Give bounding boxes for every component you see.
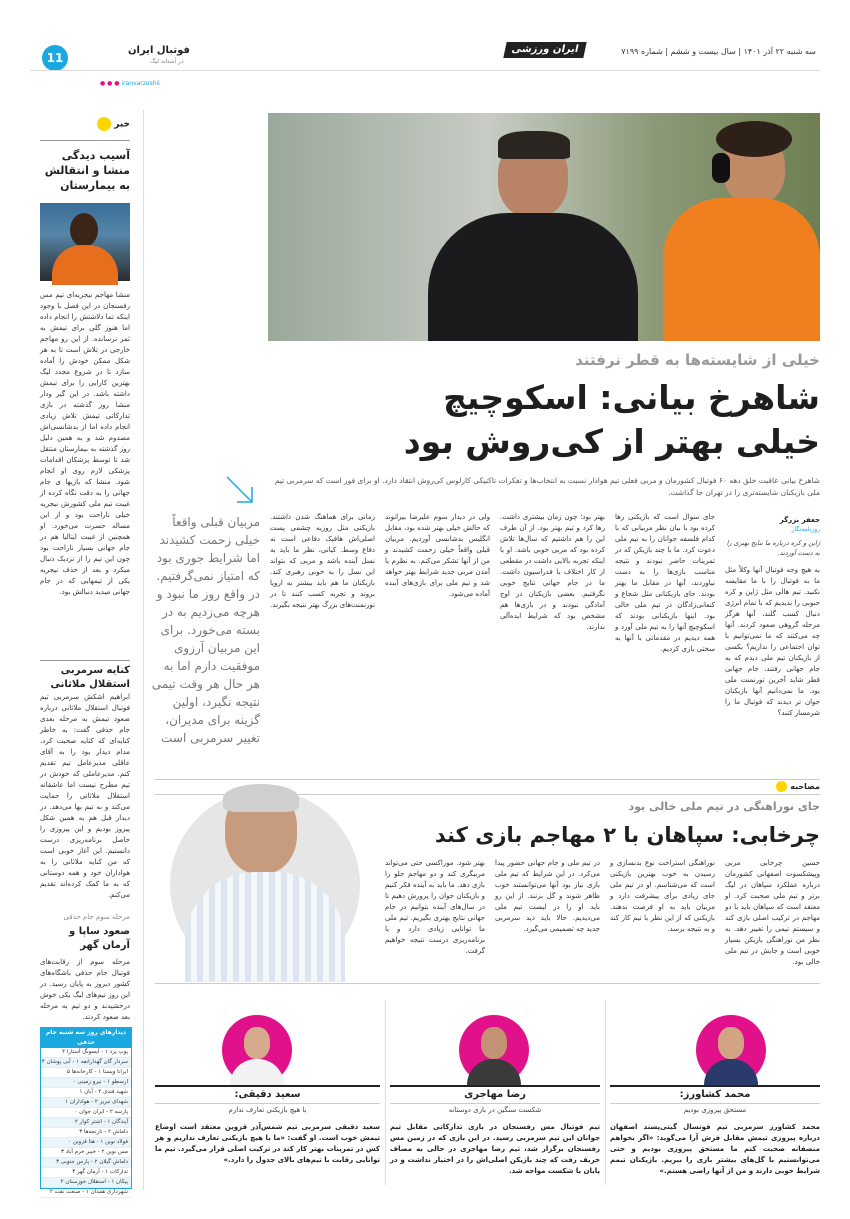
- interview-column-2: نوراهنگی استراحت نوع بدنسازی و رسیدن به خوب بهترین بازیکنی است که می‌شناسم. او در تیم ملی جای زیادی برای پیشرفت دارد و مربیان باید به او فرصت بدهند. بازیکنی که از این نظر با تیم کار کند و به نتیجه برسد.: [610, 859, 715, 933]
- results-title: دیدارهای روز سه شنبه جام حذفی: [41, 1028, 131, 1048]
- opinion-2-subtitle: شکست سنگین در بازی دوستانه: [448, 1106, 542, 1114]
- main-headline-line2: خیلی بهتر از کی‌روش بود: [403, 422, 820, 461]
- result-row: شهرداری همدان ۱ - صنعت نفت ۲: [41, 1188, 131, 1198]
- date-issue: سه شنبه ۲۲ آذر ۱۴۰۱ | سال بیست و ششم | شماره ۷۱۹۹: [621, 47, 816, 56]
- result-row: شهید قندی ۲ - آبان ۱: [41, 1088, 131, 1098]
- earmuff-shape: [712, 153, 730, 183]
- interview-label: [776, 780, 820, 794]
- face-shape: [718, 1027, 744, 1059]
- result-row: شهدای تبریز ۲ - هواداران ۱: [41, 1098, 131, 1108]
- player-hair-shape: [716, 121, 792, 157]
- newspaper-logo: ایران ورزشی: [503, 42, 586, 58]
- interviewee-hair-shape: [223, 784, 299, 812]
- reporter-role: روزنامه‌نگار: [791, 526, 820, 533]
- main-column-5: زمانی برای هماهنگ شدن داشتند. بازیکنی مثل روزبه چشمی پست اصلی‌اش هافبک دفاعی است نه دفاع وسط. کیانی، نظر ما باید به نسل آینده باشد و مربی که بتواند این نسل را به خوبی رهبری کند. بازیکنان ما هم باید بیشتر به اروپا بروند و تجربه کسب کنند تا در تورنمنت‌های بزرگ بهتر نتیجه بگیرند.: [270, 513, 375, 609]
- results-table: [40, 1027, 132, 1195]
- interview-photo: [155, 760, 380, 975]
- sidebar-rule: [40, 140, 130, 141]
- main-kicker: خیلی از شایسته‌ها به قطر نرفتند: [575, 351, 820, 369]
- result-row: پیکان ۱ - استقلال خوزستان ۲: [41, 1178, 131, 1188]
- social-handle-text: iranvarzeshii: [121, 80, 160, 87]
- sidebar-story1-photo: [40, 203, 130, 281]
- sidebar-story2-title: کنایه سرمربی استقلال ملاثانی: [40, 660, 130, 692]
- yellow-bullet-icon: [97, 117, 111, 131]
- section-subtitle: در آستانه لیگ: [150, 58, 184, 65]
- opinions-top-rule: [155, 983, 820, 984]
- sidebar-story3-body: مرحله سوم از رقابت‌های فوتبال جام حذفی باشگاه‌های کشور دیروز به پایان رسید. در این روز تیم‌های لیگ یکی خوش درخشیدند و دو تیم به مرحله بعد صعود کردند.: [40, 958, 130, 1021]
- main-column-1: به هیچ وجه فوتبال آنها وکلاً مثل ما به فوتبال را با ما مقایسه نکنید. تیم هالی مثل ژاپن و کره جنوبی را ندیدیم که با تمام انرژی دنبال کسب گلند، آنها هرگز مرحله گروهی صعود کردند. آنها چه می‌کنند که ما نمی‌توانیم با توان اجتماعی را نداریم؟ بکسی از بازیکنان تیم ملی دیدم که به جام جهانی رفتند، جام جهانی قطر شاید آخرین تورنمنت ملی بود. ما نمی‌دانیم آنها بازیکنان جوان تر دیدند که فوتبال ما را شرمسار کنند؟: [725, 566, 820, 717]
- sidebar-separator: [143, 110, 144, 1190]
- main-column-4: ولی در دیدار سوم علیرضا بیرانوند که حالش خیلی بهتر شده بود، مقابل انگلیس بدشانسی آوردیم. مربیان قبلی واقعاً خیلی زحمت کشیدند و من از آنها تشکر می‌کنم. به نظرم با آمدن مربی جدید شرایط بهتر خواهد شد و تیم ملی برای بازی‌های آینده آماده می‌شود.: [385, 513, 490, 598]
- main-lead: شاهرخ بیانی عاقبت خلق دهه ۶۰ فوتبال کشورمان و مربی فعلی تیم هوادار نسبت به انتخاب‌ها و تفکرات تاکتیکی کارلوس کی‌روش انتقاد دارد. او برای فور است که سرمربی تیم ملی بازیکنان شایسته‌تری را در تهران جا گذاشت.: [274, 476, 820, 497]
- social-handle: [100, 80, 160, 87]
- yellow-bullet-icon: [776, 781, 787, 792]
- interview-column-4: بهتر شود. موراکسی حتی می‌تواند مربیگری کند و دو مهاجم جلو را بازی دهد. ما باید به آینده فکر کنیم و بازیکنان جوان را پرورش دهیم تا در سال‌های آینده بتوانیم در جام جهانی نتایج بهتری بگیریم. تیم ملی ما توانایی زیادی دارد و با برنامه‌ریزی درست نتیجه خواهیم گرفت.: [385, 859, 485, 955]
- opinion-3-text: سعید دقیقی سرمربی تیم شمس‌آذر قزوین معتقد است اوضاع تیمش خوب است. او گفت: «ما با هیچ بازیکنی تعارف نداریم و هر کس در تمرینات بهتر کار کند در ترکیب اصلی قرار می‌گیرد. تیم ما توانایی رقابت با تیم‌های بالای جدول را دارد.»: [155, 1123, 380, 1164]
- section-title: فوتبال ایران: [128, 45, 190, 56]
- face-shape: [244, 1027, 270, 1059]
- result-row: مس نوین ۲ - خیبر خرم آباد ۳: [41, 1148, 131, 1158]
- main-headline-line1: شاهرخ بیانی: اسکوچیچ: [443, 378, 820, 417]
- result-row: ایرانا ویستا ۱ - کارخانه‌ها ۵: [41, 1068, 131, 1078]
- arrow-icon: [225, 475, 255, 505]
- pull-quote: مربیان قبلی واقعاً خیلی زحمت کشیدند اما شرایط جوری بود که امتیاز نمی‌گرفتیم. در واقع روز ما نبود و هرچه می‌زدیم به در بسته می‌خورد. برای این مربیان آرزوی موفقیت دارم اما به هر حال هر وقت تیمی نتیجه نگیرد، اولین گزینه برای مدیران، تغییر سرمربی است: [151, 515, 260, 745]
- header-divider: [30, 70, 820, 71]
- player-body-shape: [52, 245, 118, 285]
- page-header: [0, 40, 850, 87]
- interview-column-1: حسین چرخابی مربی وپیشکسوت اصفهانی کشورمان درباره عملکرد سپاهان در لیگ برتر و تیم ملی صحبت کرد. او معتقد است که سپاهان باید با دو مهاجم در ترکیب اصلی بازی کند و سیستم تیمی را تغییر دهد. به نظر من نوراهنگی بازیکن بسیار خوبی است و جایش در تیم ملی خالی بود.: [725, 859, 820, 966]
- question-1: ژاپن و کره درباره ما نتایج بهتری را به دست آوردند.: [726, 539, 820, 557]
- result-row: فولاد نوین ۱ - هتا قزوین ۰: [41, 1138, 131, 1148]
- sidebar-story1-title: آسیب دیدگی منشا و انتقالش به بیمارستان: [44, 149, 130, 192]
- main-column-3: بهتر بود؛ چون زمان بیشتری داشت. رها کرد و تیم بهتر بود. از آن طرف این را هم داشتیم که سال‌ها تلاش کرده بود که مربی خوبی باشد. او با اینکه تجربه بالایی داشت در مقطعی از کار اختلاف با فدراسیون داشت. ما در جام جهانی نتایج خوبی نگرفتیم. بعضی بازیکنان در اوج آمادگی نبودند و در بازی‌ها هم مشخص بود که شرایط ایده‌آلی ندارند.: [500, 513, 605, 631]
- interview-column-3: در تیم ملی و جام جهانی حضور پیدا می‌کرد. در این شرایط که تیم ملی بازی نیاز بود آنها می‌توانستند خوب ظاهر شوند و گل بزنند. از این رو باید او را در لیست تیم ملی می‌دیدیم. حالا باید دید سرمربی جدید چه تصمیمی می‌گیرد.: [495, 859, 600, 933]
- result-row: داماش گیلان ۲ - پارس جنوبی ۳: [41, 1158, 131, 1168]
- sidebar-story3-kicker: مرحله سوم جام حذفی: [63, 913, 130, 921]
- result-row: پارسه ۲ - ایران جوان ۰: [41, 1108, 131, 1118]
- opinion-portrait-3: [222, 1015, 292, 1085]
- coach-body-shape: [428, 213, 638, 341]
- opinion-1-name: محمد کشاورز:: [610, 1085, 820, 1104]
- sidebar-story1-body: منشا مهاجم نیجریه‌ای تیم مس رفسنجان در این فصل با وجود اینکه تما دلاشتش را انجام داده اما هنوز گلی برای تیمش به ثمر نرسانده. از این رو مهاجم خارجی در تلاش است تا به هر شکل ممکن خودش را آماده سازد تا در شروع مجدد لیگ بهترین کارایی را برای تیمش داشته باشد. در این گیر ودار منشا روز گذشته در بازی تدارکاتی تیمش تلاش زیادی انجام داده اما از بدشانسی‌اش مصدوم شد و به همین دلیل روز گذشته به بیمارستان منتقل شد تا توسط پزشکان اقدامات پزشکی لازم روی او انجام شود. منشا که بازیها ی جام جهانی را به دقت نگاه کرده از غیبت تیم ملی کشورش نیجریه خیلی ناراحت بود و از این مساله حسرت می‌خورد. او همچنین از غیبت ایتالیا هم در جام جهانی بسیار ناراحت بود چون این تیم را از نزدیک دنبال میکرد و بعد از حذف نیجریه یکی از تیمهایی که در جام جهانی میدید دنبالش بود.: [40, 291, 130, 596]
- news-label-text: خبر: [114, 119, 130, 130]
- opinion-3-subtitle: با هیچ بازیکنی تعارف ندارم: [228, 1106, 307, 1114]
- interview-headline: چرخابی: سپاهان با ۲ مهاجم بازی کند: [434, 823, 820, 847]
- opinion-separator: [605, 1000, 606, 1185]
- interview-label-text: مصاحبه: [790, 782, 820, 791]
- opinion-2-name: رضا مهاجری: [390, 1085, 600, 1104]
- interviewee-shirt-shape: [185, 872, 345, 982]
- result-row: پوپ یزد ۱ - آیسونگ آستارا ۴: [41, 1048, 131, 1058]
- sidebar-story3-title: صعود ساپا و آرمان گهر: [69, 926, 130, 951]
- player-jersey-shape: [663, 198, 820, 341]
- result-row: آیندگان ۱ - اشتر کوار ۲: [41, 1118, 131, 1128]
- result-row: داماش ۲ - نارنجه‌ها ۳: [41, 1128, 131, 1138]
- player-head-shape: [70, 213, 98, 247]
- opinion-1-text: محمد کشاورز سرمربی تیم فوتسال گیتی‌پسند اصفهان درباره پیروزی تیمش مقابل فرش آرا می‌گوید: «اگر بخواهم منصفانه صحبت کنم ما مستحق پیروزی بودیم و حتی می‌توانستیم با گل‌های بیشتر بازی را ببریم. بازیکنان تیمم شرایط خوبی دارند و من از آنها راضی هستم.»: [610, 1123, 820, 1175]
- opinion-3-name: سعید دقیقی:: [155, 1085, 380, 1104]
- coach-hair-shape: [498, 131, 570, 159]
- main-story-photo: [268, 113, 820, 341]
- opinion-separator: [385, 1000, 386, 1185]
- opinion-2-text: تیم فوتبال مس رفسنجان در بازی تدارکاتی مقابل تیم جوانان این تیم سرمربی رسید. در این بازی که در زمین مس رفسنجان برگزار شد، تیم رضا مهاجری در حالی به مصاف حریف رفت که چند بازیکن اصلی‌اش را در اختیار نداشت و در پایان با شکست مواجه شد.: [390, 1123, 600, 1175]
- result-row: تدارکات ۱ - آرمان گهر ۳: [41, 1168, 131, 1178]
- interview-kicker: جای نوراهنگی در تیم ملی خالی بود: [628, 800, 820, 813]
- opinion-portrait-1: [696, 1015, 766, 1085]
- reporter-name: جعفر بزرگر: [779, 516, 820, 524]
- result-row: ارسطو ۱ - نیرو زمینی ۰: [41, 1078, 131, 1088]
- news-label: [70, 117, 130, 131]
- result-row: سردار گان گهدارانفه ۱ - آبی پوشان ۴: [41, 1058, 131, 1068]
- face-shape: [481, 1027, 507, 1059]
- opinion-1-subtitle: مستحق پیروزی بودیم: [683, 1106, 747, 1114]
- page-number: 11: [42, 45, 68, 71]
- opinion-portrait-2: [459, 1015, 529, 1085]
- social-icons: ● ● ●: [100, 80, 122, 87]
- main-column-2: جای سوال است که بازیکنی رها کرده بود با بیان نظر مربیانی که با کدام فلسفه جوانان را به تیم ملی دعوت کرد. ما با چند بازیکن که در تمرینات حاضر نبودند و نتیجه مناسب بازی‌ها را به دست نیاوردند، آنها در مقابل ما بهتر بودند. جای بازیکنانی مثل شجاع و کنعانی‌زادگان در تیم ملی خالی بود. اینها بازیکنانی بودند که اسکوچیچ آنها را به تیم ملی آورد و همه دیدیم در مقدماتی با آنها به سختی بازی کردیم.: [615, 513, 715, 653]
- sidebar-story2-body: ابراهیم اشکش سرمربی تیم فوتبال استقلال ملاثانی درباره صعود تیمش به مرحله بعدی جام حذفی گفت: به خاطر کنایه‌ای که کنایه صحبت کرد، مدام دیدار بود را به آقای عاقلی مدیرعامل تیم تقدیم کنم. مدیرعاملی که خودش در تیم مطرح نیست اما عاشقانه استقلال ملاثانی را حمایت می‌کند و به تیم بها می‌دهد. در دیدار قبل هم به همین شکل پیروز بودیم و این پیروزی را حاصل برنامه‌ریزی درست دانستیم. این آغاز خوبی است که من کنایه ملاثانی را به هواداران خود و همه دوستانی که به ما کمک کرده‌اند تقدیم می‌کنم.: [40, 693, 130, 899]
